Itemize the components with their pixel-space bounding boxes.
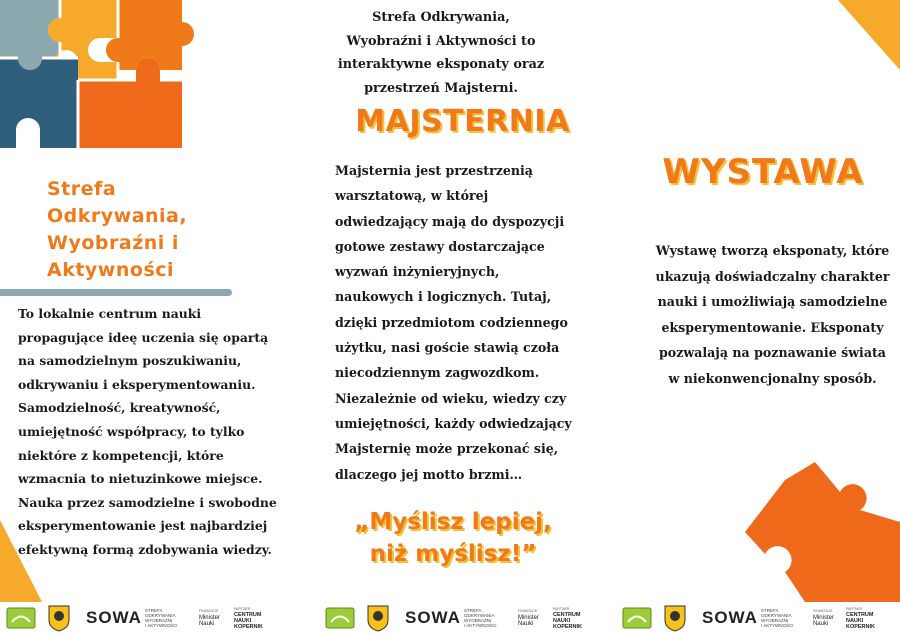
town-logo-icon	[325, 607, 355, 629]
sowa-logo: SOWA	[86, 608, 142, 627]
text-line: Strefa Odkrywania,	[372, 10, 510, 25]
text-line: wzmacnia to nietuzinkowe miejsce.	[18, 471, 263, 487]
text-line: umiejętności, każdy odwiedzający	[335, 415, 572, 431]
cnk-line: NAUKI	[845, 618, 864, 624]
text-line: umiejętność współpracy, to tylko	[18, 423, 245, 439]
minister-line: Nauki	[198, 621, 215, 628]
text-line: propagujące ideę uczenia się opartą	[18, 329, 269, 345]
majsternia-heading: MAJSTERNIA	[355, 104, 570, 139]
text-line: Wyobraźni i Aktywności to	[346, 33, 536, 49]
footer-logos	[325, 603, 582, 633]
partner-header: PARTNER	[845, 607, 863, 611]
text-line: dzięki przedmiotom codziennego	[335, 314, 568, 330]
text-line: użytku, nasi goście stawią czoła	[335, 340, 560, 356]
minister-line: Nauki	[517, 621, 534, 628]
text-line: dlaczego jej motto brzmi…	[335, 466, 523, 482]
text-line: To lokalnie centrum nauki	[18, 306, 202, 321]
text-line: eksperymentowanie jest najbardziej	[18, 518, 268, 534]
coat-of-arms-icon	[365, 604, 391, 632]
sowa-subtitle	[464, 608, 498, 628]
text-line: ukazują doświadczalny charakter	[655, 268, 890, 284]
text-line: nauki i umożliwiają samodzielne	[657, 294, 888, 310]
title-line: Odkrywania,	[47, 205, 188, 227]
text-line: niecodziennym zagwozdkom.	[335, 365, 540, 381]
strefa-section-title	[47, 176, 247, 284]
cnk-line: KOPERNIK	[233, 624, 263, 630]
footer-logos	[6, 603, 263, 633]
divider-bar	[0, 289, 232, 296]
sowa-sub-line: STREFA	[144, 608, 163, 613]
sowa-sub-line: ODKRYWANIA	[760, 613, 792, 618]
funder-header: FINANSUJE	[517, 609, 538, 614]
sowa-sub-line: STREFA	[463, 608, 482, 613]
cnk-line: NAUKI	[552, 618, 571, 624]
partner-header: PARTNER	[552, 607, 570, 611]
coat-of-arms-icon	[46, 604, 72, 632]
sowa-sub-line: I AKTYWNOŚCI	[144, 623, 178, 628]
motto-line: niż myślisz!”	[369, 541, 537, 567]
left-body-text	[18, 302, 290, 562]
text-line: efektywną formą zdobywania wiedzy.	[18, 541, 272, 557]
coat-of-arms-icon	[662, 604, 688, 632]
text-line: gotowe zestawy dostarczające	[335, 238, 545, 254]
minister-logo	[813, 608, 834, 628]
sowa-subtitle	[145, 608, 179, 628]
town-logo-icon	[6, 607, 36, 629]
text-line: odkrywaniu i eksperymentowaniu.	[18, 376, 256, 392]
text-line: naukowych i logicznych. Tutaj,	[335, 289, 552, 305]
partner-header: PARTNER	[233, 607, 251, 611]
puzzle-piece-icon	[745, 462, 900, 602]
text-line: przestrzeń Majsterni.	[364, 80, 518, 96]
text-line: niektóre z kompetencji, które	[18, 447, 224, 463]
sowa-logo: SOWA	[405, 608, 461, 627]
cnk-line: CENTRUM	[233, 612, 262, 618]
sowa-sub-line: I AKTYWNOŚCI	[463, 623, 497, 628]
cnk-line: NAUKI	[233, 618, 252, 624]
cnk-line: KOPERNIK	[845, 624, 875, 630]
puzzle-cluster-icon	[0, 0, 230, 150]
minister-line: Minister	[812, 614, 834, 621]
minister-logo	[518, 608, 539, 628]
text-line: interaktywne eksponaty oraz	[337, 57, 545, 72]
title-line: Wyobraźni i	[47, 232, 179, 254]
town-logo-icon	[622, 607, 652, 629]
minister-line: Minister	[198, 614, 220, 621]
footer-logos	[622, 603, 875, 633]
sowa-sub-line: I AKTYWNOŚCI	[760, 623, 794, 628]
sowa-sub-line: ODKRYWANIA	[144, 613, 176, 618]
funder-header: FINANSUJE	[198, 609, 219, 614]
sowa-sub-line: ODKRYWANIA	[463, 613, 495, 618]
title-line: Strefa	[47, 178, 117, 200]
right-body-text	[645, 238, 900, 392]
sowa-subtitle	[761, 608, 795, 628]
text-line: warsztatową, w której	[335, 188, 489, 204]
text-line: Nauka przez samodzielne i swobodne	[18, 494, 277, 510]
text-line: w niekonwencjonalny sposób.	[668, 370, 877, 386]
text-line: odwiedzający mają do dyspozycji	[335, 213, 565, 229]
text-line: na samodzielnym poszukiwaniu,	[18, 353, 242, 369]
text-line: wyzwań inżynieryjnych,	[335, 264, 500, 280]
text-line: Majsternia jest przestrzenią	[335, 163, 533, 178]
sowa-sub-line: WYOBRAŹNI	[463, 618, 492, 623]
minister-logo	[199, 608, 220, 628]
text-line: Wystawę tworzą eksponaty, które	[655, 243, 890, 258]
title-line: Aktywności	[47, 259, 175, 281]
motto-line: „Myślisz lepiej,	[354, 509, 552, 535]
minister-line: Minister	[517, 614, 539, 621]
cnk-logo	[846, 606, 875, 630]
corner-triangle-icon	[838, 0, 900, 70]
funder-header: FINANSUJE	[812, 609, 833, 614]
cnk-line: KOPERNIK	[552, 624, 582, 630]
text-line: eksperymentowanie. Eksponaty	[661, 319, 884, 335]
sowa-sub-line: STREFA	[760, 608, 779, 613]
cnk-line: CENTRUM	[552, 612, 581, 618]
sowa-sub-line: WYOBRAŹNI	[760, 618, 789, 623]
text-line: Majsternię może przekonać się,	[335, 441, 559, 457]
wystawa-heading: WYSTAWA	[662, 152, 864, 192]
cnk-logo	[553, 606, 582, 630]
sowa-sub-line: WYOBRAŹNI	[144, 618, 173, 623]
motto-text	[318, 506, 588, 570]
cnk-logo	[234, 606, 263, 630]
text-line: pozwalają na poznawanie świata	[659, 345, 886, 361]
text-line: Niezależnie od wieku, wiedzy czy	[335, 390, 567, 406]
cnk-line: CENTRUM	[845, 612, 874, 618]
minister-line: Nauki	[812, 621, 829, 628]
center-intro-text	[330, 6, 552, 100]
center-body-text	[335, 158, 597, 487]
text-line: Samodzielność, kreatywność,	[18, 400, 221, 416]
sowa-logo: SOWA	[702, 608, 758, 627]
